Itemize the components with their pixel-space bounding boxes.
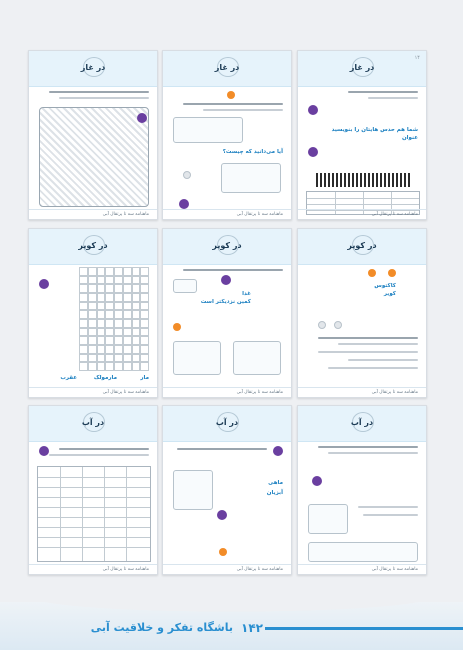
dots-icon [318,321,326,329]
bulb-icon [368,269,376,277]
wrench-icon [179,199,189,209]
highlight-text: کویر [383,291,396,297]
text-line [59,448,149,450]
panel-title: در کویر [347,241,377,250]
highlight-text: کمین نزدیکتر است [200,299,251,305]
text-line [328,452,418,454]
panel-footer-text: ماهنامه سه تا پرتقال آبی [236,567,283,572]
wrench-icon [221,275,231,285]
maze-illustration [39,107,149,207]
answer-box [221,163,281,193]
panel-footer-text: ماهنامه سه تا پرتقال آبی [236,390,283,395]
bulb-icon [388,269,396,277]
panel-title: در آب [81,418,105,427]
highlight-text: مار [140,375,149,381]
data-table [37,466,151,562]
highlight-text: مارمولک [93,375,117,381]
panel-title: در غار [349,63,375,72]
text-line [368,97,418,99]
panel-footer-text: ماهنامه سه تا پرتقال آبی [102,390,149,395]
panel-title: در کویر [212,241,242,250]
decorative-wave [0,602,463,614]
wrench-icon [308,147,318,157]
dots-icon [334,321,342,329]
worksheet-panel-cave-2 [162,50,292,220]
text-line [328,367,418,369]
panel-title: در غار [214,63,240,72]
panel-footer-text: ماهنامه سه تا پرتقال آبی [371,212,418,217]
answer-box [173,341,221,375]
bulb-icon [173,323,181,331]
bulb-icon [219,548,227,556]
panel-title: در غار [80,63,106,72]
panel-footer-text: ماهنامه سه تا پرتقال آبی [371,390,418,395]
text-line [177,448,267,450]
panel-number: ۱۴ [414,55,420,61]
highlight-text: عقرب [60,375,77,381]
worksheet-panel-desert-2 [162,228,292,398]
highlight-text: کاکتوس [374,283,396,289]
answer-box [308,542,418,562]
wrench-icon [39,279,49,289]
wrench-icon [312,476,322,486]
highlight-text: غذا [242,291,251,297]
text-line [348,91,418,93]
text-line [363,514,418,516]
footer-title: باشگاه تفکر و خلاقیت آبی [90,621,233,634]
worksheet-panel-cave-3 [297,50,427,220]
highlight-text: آیا می‌دانید که چیست؟ [222,149,283,155]
highlight-text: آبزیان [266,490,283,496]
text-line [49,454,149,456]
text-line [348,359,418,361]
text-line [318,337,418,339]
text-line [183,103,283,105]
panel-footer-text: ماهنامه سه تا پرتقال آبی [102,567,149,572]
page-number: ۱۴۲ [241,621,263,635]
wrench-icon [217,510,227,520]
worksheet-panel-water-3 [297,405,427,575]
wrench-icon [137,113,147,123]
footer-accent-bar [265,627,463,630]
vehicle-illustration [173,279,197,293]
bulb-icon [227,91,235,99]
panel-title: در کویر [78,241,108,250]
stalactite-illustration [316,173,412,187]
worksheet-panel-water-2 [162,405,292,575]
answer-box [173,117,243,143]
text-line [183,269,283,271]
text-line [203,109,283,111]
text-line [358,506,418,508]
worksheet-panel-water-1 [28,405,158,575]
text-line [49,91,149,93]
dots-icon [183,171,191,179]
text-line [318,351,418,353]
illustration [308,504,348,534]
text-line [59,97,149,99]
fish-illustration [173,470,213,510]
word-search-grid [79,267,149,371]
wrench-icon [273,446,283,456]
panel-title: در آب [350,418,374,427]
text-line [318,446,418,448]
wrench-icon [39,446,49,456]
highlight-text: شما هم حدس هایتان را بنویسید [331,127,418,133]
text-line [338,343,418,345]
worksheet-panel-cave-1 [28,50,158,220]
panel-footer-text: ماهنامه سه تا پرتقال آبی [371,567,418,572]
worksheet-panel-desert-1 [28,228,158,398]
highlight-text: ماهی [268,480,283,486]
answer-box [233,341,281,375]
wrench-icon [308,105,318,115]
panel-title: در آب [215,418,239,427]
panel-footer-text: ماهنامه سه تا پرتقال آبی [236,212,283,217]
panel-footer-text: ماهنامه سه تا پرتقال آبی [102,212,149,217]
worksheet-panel-desert-3 [297,228,427,398]
highlight-text: عنوان [401,135,418,141]
